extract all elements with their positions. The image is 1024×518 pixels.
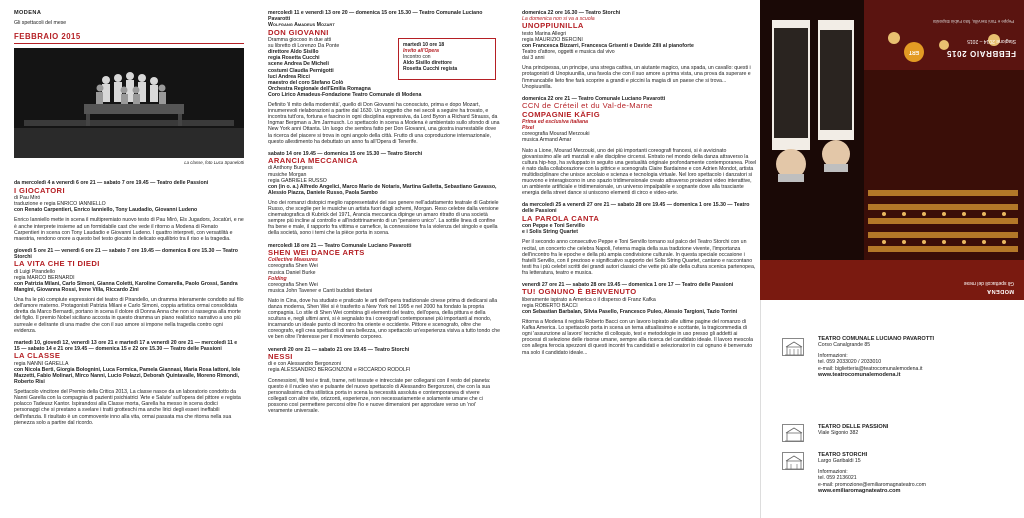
event-dates: venerdì 27 ore 21 — sabato 28 ore 19.45 — domenica 1 ore 17 — Teatro delle Passioni [522, 282, 734, 288]
event-vita-che-ti-diedi [14, 248, 244, 334]
event-dates: da mercoledì 25 a venerdì 27 ore 21 — sabato 28 ore 19.45 — domenica 1 ore 15.30 — Teatro delle Passioni [522, 202, 750, 215]
event-composer: Wolfgang Amadeus Mozart [268, 22, 335, 29]
event-description: Connessioni, fili tesi e tirati, trame, reti tessute e intrecciate per collegarsi con il resto del pianeta: questo è il nucleo vivo e pulsante del nuovo spettacolo di Alessandro Bergonzoni, che con la sua personalissima cifra stilistica porta in scena la necessità assoluta e contemporanea di vivere collegati con altre vite, orizzonti, esperienze, non necessariamente e solamente umane che ci possono così permettere percorsi oltre l'io e nuove dimensioni per approdare verso un 'noi' veramente universale. [268, 377, 491, 414]
venue-name: TEATRO COMUNALE LUCIANO PAVAROTTI [818, 336, 935, 342]
event-title: SHEN WEI DANCE ARTS [268, 247, 365, 257]
ert-logo: ERT [904, 42, 924, 62]
event-credit: Pixel [522, 125, 535, 132]
event-shen-wei [268, 243, 500, 341]
event-credit: liberamente ispirato a America o il disperso di Franz Kafka [522, 296, 656, 303]
venue-address: Corso Canalgrande 85 [818, 342, 871, 349]
event-dates: domenica 22 ore 16.30 — Teatro Storchi [522, 10, 621, 16]
box-line: Incontro con [403, 54, 431, 60]
event-giocatori [14, 180, 244, 241]
event-credit: musica Armand Amar [522, 137, 572, 144]
event-dates: martedì 10, giovedì 12, venerdì 13 ore 21 e martedì 17 a venerdì 20 ore 21 — mercoledì 11 e 15 — sabato 14 e 21 ore 19.45 — domenica 15 e 22 ore 15.30 — Teatro delle Passioni [14, 339, 238, 352]
theatre-facade-icon [783, 425, 805, 443]
event-credit: regia Rosetta Cucchi [268, 55, 320, 62]
event-tu-ognuno [522, 282, 757, 356]
subtitle: Gli spettacoli del mese [14, 20, 67, 27]
event-credit: coreografia Shen Wei [268, 281, 318, 288]
box-title: Invito all'Opera [403, 48, 439, 54]
event-dates: giovedì 5 ore 21 — venerdì 6 ore 21 — sabato 7 ore 19.45 — domenica 8 ore 15.30 — Teatro Storchi [14, 247, 238, 261]
event-title: LA PAROLA CANTA [522, 213, 600, 223]
cover-rotated [760, 0, 1024, 300]
event-title: UNOPPIUNILLA [522, 21, 584, 31]
event-credit: Dramma giocoso in due atti [268, 37, 332, 44]
event-cast: con Sebastian Barbalan, Silvia Pasello, Francesco Puleo, Alessio Targioni, Tazio Torrini [522, 308, 738, 315]
event-credit: Teatro d'attore, oggetti e musica dal vivo [522, 49, 615, 56]
event-credit: di Pau Miró [14, 195, 41, 202]
event-description: Nato a Lione, Mourad Merzouki, uno dei più importanti coreografi francesi, si è avvicinato giovanissimo alle arti marziali e alle discipline circensi. Entrato nel mondo della danza attraverso la cultura hip-hop, ha sviluppato in seguito una gestualità originale profondamente contemporanea. Pixel è nato dalla collaborazione con la pittrice e scenografa Claire Bardainne e con Adrien Mondot, artista multidisciplinare che unisce arcolaio e scienza e tecnologia virtuale. Nel loro spettacolo i danzatori si muovono e interagiscono in uno spazio tridimensionale creato attraverso proiezioni video interattive, un ambiente artificiale e tridimensionale, un universo impalpabile e sognante dove alla trasciante energia della street dance si uniscono elementi di circo e video-arte. [522, 147, 757, 197]
event-credit: scene Andrea De Micheli [268, 61, 329, 68]
la-classe-photo [14, 48, 244, 158]
photo-caption: La classe, foto Luca Spanelotti [184, 160, 244, 166]
event-credit: testo Marina Allegri [522, 30, 567, 37]
event-credit: regia NANNI GARELLA [14, 360, 69, 367]
event-credit: su libretto di Lorenzo Da Ponte [268, 43, 340, 50]
box-line: Aldo Sisillo direttore [403, 60, 452, 66]
event-subtitle: La domenica non si va a scuola [522, 16, 595, 23]
event-unoppiunilla [522, 10, 757, 90]
event-cast: con Renato Carpentieri, Enrico Ianniello, Tony Laudadio, Giovanni Ludeno [14, 207, 198, 214]
event-dates: mercoledì 11 e venerdì 13 ore 20 — domenica 15 ore 15.30 — Teatro Comunale Luciano Pavarotti [268, 10, 483, 23]
event-description: Enrico Ianniello mette in scena il multipremiato nuovo testo di Pau Miró, Els Jugadors, Jocatùri, e ne è anche interprete insieme ad un formidabile cast che vede il ritorno a Modena di Renato Carpentieri in scena con Tony Laudadio e Giovanni Ludeno. I quattro interpreti, con versatilità e maestria, rendono onore a questo bel testo giocato in delicato equilibrio tra il riso e la tragedia. [14, 217, 244, 242]
event-credit: luci Andrea Ricci [268, 73, 310, 80]
event-credit: musica John Tavener e Canti buddisti tibetani [268, 287, 373, 294]
event-title: CCN de Créteil et du Val-de-Marne [522, 100, 653, 110]
event-title: ARANCIA MECCANICA [268, 155, 359, 165]
event-dates: domenica 22 ore 21 — Teatro Comunale Luciano Pavarotti [522, 95, 666, 102]
venue-email[interactable]: e-mail: promozione@emiliaromagnateatro.com [818, 481, 926, 488]
event-arancia-meccanica [268, 151, 500, 237]
pavarotti-logo [782, 338, 804, 356]
event-cast: con Peppe e Toni Servillo [522, 223, 585, 230]
event-credit: di Anthony Burgess [268, 165, 313, 172]
event-description: Spettacolo vincitore del Premio della Critica 2013, La classe nasce da un laboratorio condotto da Nanni Garella con la compagnia di pazienti psichiatrici 'Arte e Salute' sull'opera del pittore e regista polacco Tadeusz Kantor. Ispirandosi alla Classe morta, Garella ha messo in scena dodici personaggi che si prestano a svelare i tratti grotteschi ma anche lirici degli esseri ineffabili dell'infanzia. Il risultato è un commovente inno alla vita, ormai passata ma che ritorna nella sua pienezza solo a partire dal ricordo. [14, 389, 241, 426]
event-credit: maestro del coro Stefano Colò [268, 79, 344, 86]
event-credit: musiche Morgan [268, 171, 307, 178]
venue-storchi [818, 452, 1024, 494]
event-credit: traduzione e regia ENRICO IANNIELLO [14, 201, 106, 208]
venue-info: Informazioni: [818, 468, 848, 475]
event-cast: con Francesca Bizzarri, Francesca Grisenti e Davide Zilli al pianoforte [522, 43, 694, 50]
venue-web[interactable]: www.teatrocomunalemodena.it [818, 372, 901, 379]
event-description: Per il secondo anno consecutivo Peppe e Toni Servillo tornano sul palco del Teatro Storchi con un recital, un concerto che celebra Napoli, l'eterna magia della sua tradizione vivente, l'importanza dell'incontro fra le epoche e della più ampia condivisione culturale. In questa speciale occasione i fratelli Servillo, con il prezioso e significativo supporto dei Solis String Quartet, cantano e raccontano testi fra i più celebri scritti dei grandi autori classici che vette più alte della cultura scenica partenopea, fra letteratura, teatro e musica. [522, 239, 756, 276]
event-dates: mercoledì 18 ore 21 — Teatro Comunale Luciano Pavarotti [268, 242, 412, 249]
event-credit: regia ALESSANDRO BERGONZONI e RICCARDO RODOLFI [268, 367, 411, 374]
event-credit: Coro Lirico Amadeus-Fondazione Teatro Comunale di Modena [268, 91, 422, 98]
event-credit: Folding [268, 275, 287, 282]
venue-passioni [818, 424, 1024, 437]
cover-month: FEBBRAIO 2015 [946, 49, 1016, 58]
venue-pavarotti [818, 336, 1024, 378]
event-title: TU! OGNUNO È BENVENUTO [522, 287, 637, 297]
event-description: Una fra le più compiute espressioni del teatro di Pirandello, un dramma interamente condotto sul filo dell'amore materno. Protagonisti Patrizia Milani e Carlo Simoni, coppia artistica ormai consolidata diretta da Marco Bernardi, portano in scena il dolore di Donna Anna che non si rassegna alla morte del figlio. Il premio Nobel siciliano accosta in questo dramma un piano realistico narrativo a uno più surreale e delirante di una madre che con il suo amore si impone nella tragedia contro ogni evidenza. [14, 297, 244, 334]
event-credit: musica Daniel Burke [268, 269, 316, 276]
event-credit: regia MAURIZIO BERCINI [522, 36, 583, 43]
theatre-facade-icon [783, 339, 805, 357]
box-dates: martedì 10 ore 18 [403, 42, 445, 48]
event-credit: Collective Measures [268, 257, 318, 264]
cover-season: Stagione 2014 – 2015 [967, 38, 1016, 44]
venue-email[interactable]: e-mail: biglietteria@teatrocomunalemodena.it [818, 365, 923, 372]
box-line: Rosetta Cucchi regista [403, 66, 458, 72]
event-credit: di e con Alessandro Bergonzoni [268, 361, 341, 368]
venue-tel: tel. 059 2136021 [818, 475, 857, 482]
event-nessi [268, 347, 500, 415]
event-title: I GIOCATORI [14, 185, 65, 195]
event-credit: coreografia Mourad Merzouki [522, 131, 590, 138]
cover-photo [760, 0, 1024, 300]
event-cast: con (in o. a.) Alfredo Angelici, Marco Mario de Notaris, Martina Galletta, Sebastiano Gavasso, Alessio Piazza, Daniele Russo, Paola Sambo [268, 183, 497, 196]
back-cover [760, 0, 1024, 300]
event-dates: da mercoledì 4 a venerdì 6 ore 21 — sabato 7 ore 19.45 — Teatro delle Passioni [14, 180, 209, 187]
event-cast: con Nicola Berti, Giorgia Bolognini, Luca Formica, Pamela Giannasi, Maria Rosa Iattoni, Iole Mazzetti, Fabio Molinari, Mirco Nanni, Lucio Polazzi, Deborah Quintavalle, Moreno Rimondi, Roberto Risi [14, 366, 241, 386]
event-title: LA VITA CHE TI DIEDI [14, 259, 100, 269]
venue-info: Informazioni: [818, 352, 848, 359]
cover-subtitle: Gli spettacoli del mese [963, 280, 1014, 286]
column-right [522, 10, 757, 362]
event-credit: Prima ed esclusiva italiana [522, 119, 589, 126]
event-title: NESSI [268, 351, 293, 361]
cover-brand: MODENA [986, 288, 1014, 294]
theatre-facade-icon [783, 453, 805, 471]
event-description: Uno dei romanzi distopici meglio rappresentativi del suo genere nell'adattamento teatrale di Gabriele Russo, che sceglie per le musiche un artista fuori dagli schemi, Morgan. Reso celebre dalla versione cinematografica di Kubrick del 1971, Arancia meccanica dipinge un amaro ritratto di una società sempre più incline al controllo e all'indottrinamento di un "pensiero unico". La sottile linea di confine fra bene e male, il rapporto fra vittima e carnefice, la connessione fra la violenza del singolo e quella della società, sono i temi che la pièce porta in scena. [268, 199, 499, 237]
invito-opera-box [398, 38, 496, 80]
venue-address: Viale Sigonio 382 [818, 430, 859, 437]
event-parola-canta [522, 202, 757, 276]
stage-photo [14, 48, 244, 158]
event-credit: Orchestra Regionale dell'Emilia Romagna [268, 85, 371, 92]
event-title: DON GIOVANNI [268, 27, 329, 37]
event-la-classe [14, 340, 244, 426]
event-description: Definito 'il mito della modernità', quello di Don Giovanni ha conosciuto, prima e dopo Mozart, innumerevoli rielaborazioni a partire dal 1630. Un soggetto che nei secoli a seguire ha trovato, e incontra tutt'ora, fortuna e fascino in ogni disciplina espressiva, da Lord Byron a Richard Strauss, da Ingmar Bergman a Jim Jarmusch. Lo spettacolo in scena a Modena è ambientato sullo sfondo di una New York anni Ottanta. Un luogo che sembra fatto per Don Giovanni, una giostra inarrestabile dove la ricerca del piacere si trova in ogni angolo della città. Frutto di una coproduzione internazionale, questo allestimento ha debuttato un anno fa all'Opera di Tenerife. [268, 102, 500, 145]
cover-credit: Peppe e Toni Servillo, foto Fabio Esposito [932, 19, 1014, 24]
event-title-2: COMPAGNIE KÄFIG [522, 109, 600, 119]
event-credit: regia ROBERTO BACCI [522, 302, 578, 309]
event-credit: regia GABRIELE RUSSO [268, 177, 327, 184]
venue-name: TEATRO STORCHI [818, 452, 868, 458]
event-cast: e i Solis String Quartet [522, 229, 578, 236]
event-credit: di Luigi Pirandello [14, 268, 55, 275]
event-credit: coreografia Shen Wei [268, 263, 318, 270]
event-dates: venerdì 20 ore 21 — sabato 21 ore 19.45 — Teatro Storchi [268, 346, 410, 353]
storchi-logo [782, 452, 804, 470]
venue-address: Largo Garibaldi 15 [818, 458, 861, 465]
venue-tel: tel. 059 2033020 / 2033010 [818, 359, 882, 366]
event-credit: costumi Claudia Pernigotti [268, 67, 334, 74]
event-description: Una principessa, un principe, una strega cattiva, un aiutante magico, una spada, un cavallo: questi i protagonisti di Unopiuunilla, una favola che con il suo amore a prima vista, una prova da superare e l'immancabile lieto fine farà scoprire a grandi e piccini la magia di un paese che si trova... Unopiuunilla. [522, 65, 751, 90]
event-kafig [522, 96, 757, 197]
event-dates: sabato 14 ore 19.45 — domenica 15 ore 15.30 — Teatro Storchi [268, 150, 423, 157]
month-title: FEBBRAIO 2015 [14, 34, 244, 44]
event-description: Ritorna a Modena il regista Roberto Bacci con un lavoro ispirato alle ultime pagine del romanzo di Kafka America. Lo spettacolo porta in scena un tema attualissimo e scottante, la tragicommedia di ogni 'assunzione al lavoro' tecniche di colloquio, test e metodologie in uso presso gli addetti ai processi di selezione delle risorse umane, sempre alla ricerca del candidato ideale. Il lavoro mescola con allegra ferocia spezzoni di questi incontri fra candidati e selezionatori in cui ognuno è benvenuto ma solo il candidato ideale... [522, 319, 753, 356]
brand: MODENA [14, 10, 42, 16]
event-title: LA CLASSE [14, 351, 61, 361]
event-description: Nato in Cina, dove ha studiato e praticato le arti dell'opera tradizionale cinese prima di dedicarsi alla danza moderna, Shen Wei si è trasferito a New York nel 1995 e nel 2000 ha fondato la propria compagnia. Lo stile di Shen Wei combina gli elementi del teatro, dell'opera, della pittura e della scultura e, negli ultimi anni, si è segnalato tra i coreografi contemporanei più importanti al mondo, incarnando un ideale punto di incontro fra oriente e occidente. Pittore e scenografo, oltre che coreografo, egli crea spettacoli di rara bellezza, uno spettacolo un'esperienza visiva a tutto tondo che ve ben oltre l'interesse per il movimento corporeo. [268, 297, 500, 341]
venue-web[interactable]: www.emiliaromagnateatro.com [818, 488, 901, 495]
event-credit: regia MARCO BERNARDI [14, 274, 75, 281]
passioni-logo [782, 424, 804, 442]
event-cast: con Patrizia Milani, Carlo Simoni, Gianna Coletti, Karoline Comarella, Paolo Grossi, Sandra Mangini, Giovanna Rossi, Irene Villa, Riccardo Zini [14, 281, 238, 294]
venue-name: TEATRO DELLE PASSIONI [818, 424, 889, 430]
event-credit: dai 3 anni [522, 55, 545, 62]
column-left [14, 10, 244, 432]
event-credit: direttore Aldo Sisillo [268, 49, 319, 56]
